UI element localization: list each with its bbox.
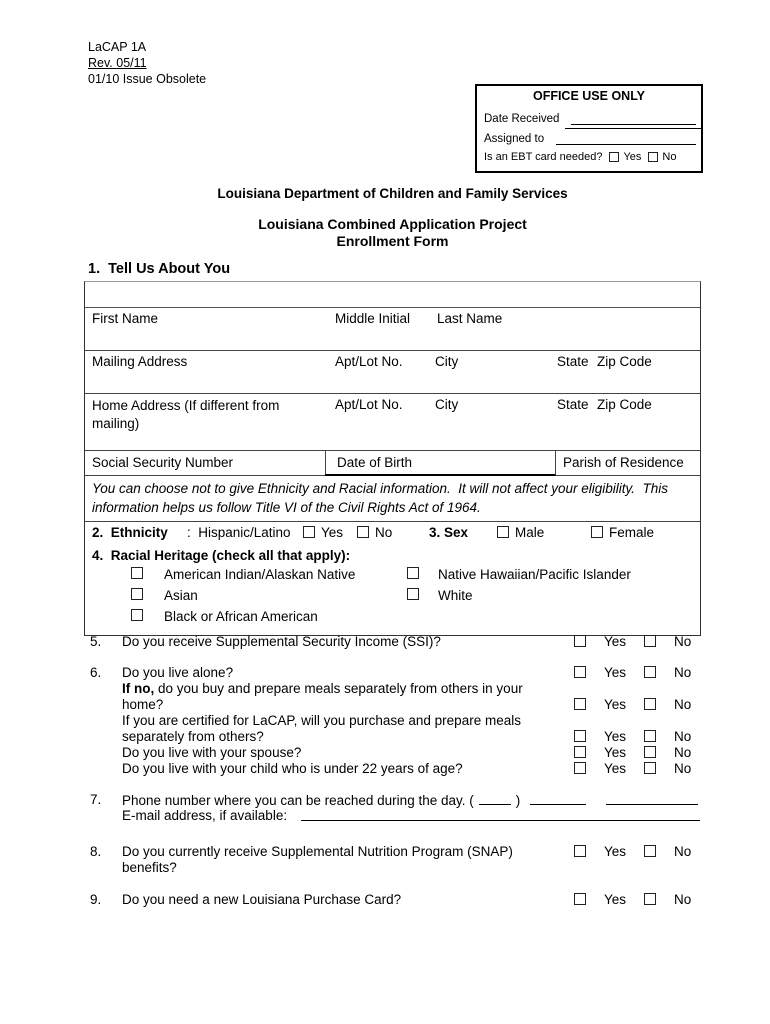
yes-label: Yes bbox=[604, 844, 627, 859]
q6b-no-checkbox[interactable] bbox=[644, 698, 656, 710]
question-6 bbox=[84, 665, 701, 777]
yes-label: Yes bbox=[604, 697, 627, 712]
form-meta bbox=[88, 39, 206, 87]
no-label: No bbox=[674, 697, 692, 712]
question-text: Do you receive Supplemental Security Income (SSI)? bbox=[122, 634, 441, 649]
phone-number-field[interactable] bbox=[606, 792, 698, 805]
q9-yes-checkbox[interactable] bbox=[574, 893, 586, 905]
q9-no-checkbox[interactable] bbox=[644, 893, 656, 905]
cell-divider bbox=[325, 451, 326, 475]
state-label: State bbox=[557, 397, 589, 412]
first-name-label: First Name bbox=[92, 311, 159, 326]
question-text: Do you currently receive Supplemental Nutrition Program (SNAP) bbox=[122, 844, 513, 859]
no-label: No bbox=[674, 729, 692, 744]
email-field[interactable] bbox=[301, 808, 700, 821]
question-number: 8. bbox=[90, 844, 102, 859]
racial-heritage-section bbox=[85, 546, 700, 635]
parish-label: Parish of Residence bbox=[563, 455, 684, 470]
native-hawaiian-checkbox[interactable] bbox=[407, 567, 419, 579]
ethnicity-yes-checkbox[interactable] bbox=[303, 526, 315, 538]
zip-code-label: Zip Code bbox=[597, 397, 652, 412]
city-label: City bbox=[435, 354, 459, 369]
ebt-no-checkbox[interactable] bbox=[648, 152, 658, 162]
ethnicity-sex-row bbox=[85, 522, 700, 546]
yes-label: Yes bbox=[604, 745, 627, 760]
ebt-card-row bbox=[477, 151, 701, 163]
dob-label: Date of Birth bbox=[337, 455, 413, 470]
close-paren: ) bbox=[515, 793, 521, 808]
racial-row bbox=[85, 586, 700, 607]
form-number: LaCAP 1A bbox=[88, 40, 147, 54]
question-number: 6. bbox=[90, 665, 102, 680]
phone-area-code-field[interactable] bbox=[479, 792, 511, 805]
form-title bbox=[84, 216, 701, 250]
date-received-row bbox=[477, 112, 701, 125]
form-title-line1: Louisiana Combined Application Project bbox=[258, 216, 527, 232]
apt-lot-label: Apt/Lot No. bbox=[335, 354, 403, 369]
personal-info-table bbox=[84, 281, 701, 636]
ethnicity-yes-label: Yes bbox=[321, 525, 344, 540]
zip-code-label: Zip Code bbox=[597, 354, 652, 369]
ebt-yes-label: Yes bbox=[623, 151, 642, 163]
q6b-yes-checkbox[interactable] bbox=[574, 698, 586, 710]
native-hawaiian-label: Native Hawaiian/Pacific Islander bbox=[438, 567, 631, 582]
mailing-address-label: Mailing Address bbox=[92, 354, 188, 369]
question-text: benefits? bbox=[122, 860, 177, 875]
q6c-no-checkbox[interactable] bbox=[644, 730, 656, 742]
yes-label: Yes bbox=[604, 729, 627, 744]
form-revision: Rev. 05/11 bbox=[88, 56, 147, 70]
agency-title: Louisiana Department of Children and Family Services bbox=[217, 186, 568, 201]
white-label: White bbox=[438, 588, 473, 603]
name-row[interactable] bbox=[85, 308, 700, 351]
sex-female-label: Female bbox=[609, 525, 655, 540]
q6a-no-checkbox[interactable] bbox=[644, 666, 656, 678]
question-text: Do you live with your spouse? bbox=[122, 745, 302, 760]
q8-no-checkbox[interactable] bbox=[644, 845, 656, 857]
ethnicity-no-label: No bbox=[375, 525, 393, 540]
yes-label: Yes bbox=[604, 634, 627, 649]
question-number: 9. bbox=[90, 892, 102, 907]
q6c-yes-checkbox[interactable] bbox=[574, 730, 586, 742]
question-text: Do you live with your child who is under 22 years of age? bbox=[122, 761, 463, 776]
mailing-address-row[interactable] bbox=[85, 351, 700, 394]
question-5 bbox=[84, 634, 701, 650]
office-box-divider bbox=[565, 128, 701, 129]
last-name-label: Last Name bbox=[437, 311, 503, 326]
q6e-yes-checkbox[interactable] bbox=[574, 762, 586, 774]
american-indian-label: American Indian/Alaskan Native bbox=[164, 567, 356, 582]
email-label: E-mail address, if available: bbox=[122, 808, 288, 823]
question-text: Phone number where you can be reached during the day. ( bbox=[122, 793, 474, 808]
q6a-yes-checkbox[interactable] bbox=[574, 666, 586, 678]
privacy-note: You can choose not to give Ethnicity and Racial information. It will not affect your eligibility. This information helps us follow Title VI of the Civil Rights Act of 1964. bbox=[85, 476, 700, 522]
yes-label: Yes bbox=[604, 761, 627, 776]
question-9 bbox=[84, 892, 701, 908]
question-text: do you buy and prepare meals separately from others in your bbox=[154, 681, 523, 696]
empty-row[interactable] bbox=[85, 282, 700, 308]
black-african-american-checkbox[interactable] bbox=[131, 609, 143, 621]
no-label: No bbox=[674, 745, 692, 760]
racial-row bbox=[85, 607, 700, 628]
sex-male-label: Male bbox=[515, 525, 545, 540]
question-text: Do you live alone? bbox=[122, 665, 234, 680]
white-checkbox[interactable] bbox=[407, 588, 419, 600]
assigned-to-row bbox=[477, 132, 701, 145]
black-african-american-label: Black or African American bbox=[164, 609, 318, 624]
apt-lot-label: Apt/Lot No. bbox=[335, 397, 403, 412]
cell-divider bbox=[555, 451, 556, 475]
question-text: If you are certified for LaCAP, will you purchase and prepare meals bbox=[122, 713, 521, 728]
q8-yes-checkbox[interactable] bbox=[574, 845, 586, 857]
q5-yes-checkbox[interactable] bbox=[574, 635, 586, 647]
asian-checkbox[interactable] bbox=[131, 588, 143, 600]
hispanic-latino-label: : Hispanic/Latino bbox=[187, 525, 291, 540]
phone-prefix-field[interactable] bbox=[530, 792, 586, 805]
question-7 bbox=[84, 792, 701, 825]
yes-label: Yes bbox=[604, 665, 627, 680]
date-received-label: Date Received bbox=[484, 113, 560, 125]
no-label: No bbox=[674, 665, 692, 680]
assigned-to-field[interactable] bbox=[556, 132, 696, 145]
no-label: No bbox=[674, 761, 692, 776]
date-received-field[interactable] bbox=[571, 112, 696, 125]
q6d-no-checkbox[interactable] bbox=[644, 746, 656, 758]
section1-heading: 1. Tell Us About You bbox=[88, 261, 231, 277]
form-title-line2: Enrollment Form bbox=[336, 233, 449, 249]
question-text: separately from others? bbox=[122, 729, 264, 744]
office-box-title: OFFICE USE ONLY bbox=[532, 89, 646, 103]
q6d-yes-checkbox[interactable] bbox=[574, 746, 586, 758]
no-label: No bbox=[674, 844, 692, 859]
q6e-no-checkbox[interactable] bbox=[644, 762, 656, 774]
no-label: No bbox=[674, 892, 692, 907]
sex-female-checkbox[interactable] bbox=[591, 526, 603, 538]
if-no-label: If no, bbox=[122, 681, 155, 696]
sex-label: 3. Sex bbox=[429, 525, 469, 540]
state-label: State bbox=[557, 354, 589, 369]
yes-label: Yes bbox=[604, 892, 627, 907]
no-label: No bbox=[674, 634, 692, 649]
ebt-yes-checkbox[interactable] bbox=[609, 152, 619, 162]
american-indian-checkbox[interactable] bbox=[131, 567, 143, 579]
ethnicity-no-checkbox[interactable] bbox=[357, 526, 369, 538]
ssn-label: Social Security Number bbox=[92, 455, 234, 470]
ebt-question-label: Is an EBT card needed? bbox=[484, 151, 603, 163]
ebt-no-label: No bbox=[662, 151, 677, 163]
question-number: 5. bbox=[90, 634, 102, 649]
question-text: home? bbox=[122, 697, 164, 712]
sex-male-checkbox[interactable] bbox=[497, 526, 509, 538]
assigned-to-label: Assigned to bbox=[484, 133, 545, 145]
ssn-dob-parish-row[interactable] bbox=[85, 451, 700, 476]
ethnicity-label: 2. Ethnicity bbox=[92, 525, 168, 540]
asian-label: Asian bbox=[164, 588, 198, 603]
q5-no-checkbox[interactable] bbox=[644, 635, 656, 647]
city-label: City bbox=[435, 397, 459, 412]
home-address-row[interactable] bbox=[85, 394, 700, 451]
form-obsolete-note: 01/10 Issue Obsolete bbox=[88, 72, 207, 86]
racial-heritage-heading: 4. Racial Heritage (check all that apply): bbox=[92, 548, 351, 563]
office-use-only-box bbox=[475, 84, 703, 173]
question-8 bbox=[84, 844, 701, 876]
middle-initial-label: Middle Initial bbox=[335, 311, 411, 326]
racial-row bbox=[85, 565, 700, 586]
question-text: Do you need a new Louisiana Purchase Card? bbox=[122, 892, 402, 907]
question-number: 7. bbox=[90, 792, 102, 807]
home-address-label: Home Address (If different from mailing) bbox=[92, 398, 280, 431]
